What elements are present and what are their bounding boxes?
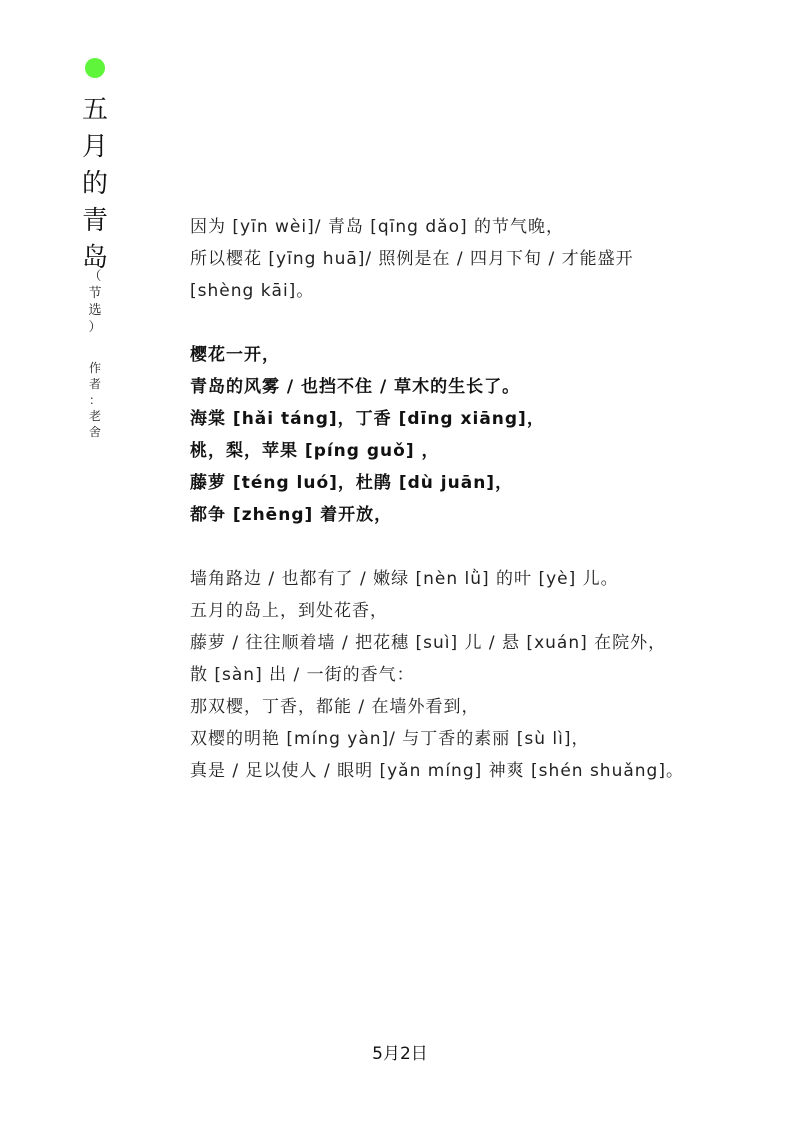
title-char: 岛 bbox=[81, 243, 108, 273]
stanza-3 bbox=[190, 563, 750, 787]
author-char: 老 bbox=[88, 409, 101, 423]
poem-line: 因为 [yīn wèi]/ 青岛 [qīng dǎo] 的节气晚， bbox=[190, 217, 565, 237]
poem-body bbox=[190, 211, 750, 787]
poem-line: 都争 [zhēng] 着开放， bbox=[190, 505, 393, 525]
title-char: 月 bbox=[81, 132, 108, 162]
poem-line: 藤萝 / 往往顺着墙 / 把花穗 [suì] 儿 / 悬 [xuán] 在院外， bbox=[190, 633, 667, 653]
page-date: 5月2日 bbox=[372, 1044, 428, 1064]
poem-line: 樱花一开， bbox=[190, 345, 280, 365]
poem-line: 五月的岛上，到处花香， bbox=[190, 601, 388, 621]
author-credit bbox=[84, 360, 106, 440]
title-char: 五 bbox=[81, 95, 108, 125]
stanza-2 bbox=[190, 339, 750, 531]
poem-line: 桃，梨，苹果 [píng guǒ] ， bbox=[190, 441, 440, 461]
author-char: 作 bbox=[88, 361, 101, 375]
author-char: 舍 bbox=[88, 425, 101, 439]
stanza-gap bbox=[190, 307, 750, 339]
poem-line: 双樱的明艳 [míng yàn]/ 与丁香的素丽 [sù lì]， bbox=[190, 729, 590, 749]
subtitle-char: 选 bbox=[88, 303, 102, 318]
poem-line: 青岛的风雾 / 也挡不住 / 草木的生长了。 bbox=[190, 377, 521, 397]
subtitle-excerpt bbox=[84, 268, 106, 336]
green-dot-icon bbox=[85, 58, 105, 78]
stanza-gap bbox=[190, 531, 750, 563]
title-char: 的 bbox=[81, 169, 108, 199]
poem-line: 藤萝 [téng luó]，杜鹃 [dù juān]， bbox=[190, 473, 514, 493]
poem-line: 那双樱，丁香，都能 / 在墙外看到， bbox=[190, 697, 480, 717]
author-char: ： bbox=[88, 393, 101, 407]
poem-line: [shèng kāi]。 bbox=[190, 281, 315, 301]
title-char: 青 bbox=[81, 206, 108, 236]
author-char: 者 bbox=[88, 377, 101, 391]
poem-line: 所以樱花 [yīng huā]/ 照例是在 / 四月下旬 / 才能盛开 bbox=[190, 249, 634, 269]
poem-line: 墙角路边 / 也都有了 / 嫩绿 [nèn lǜ] 的叶 [yè] 儿。 bbox=[190, 569, 619, 589]
subtitle-char: 节 bbox=[88, 286, 102, 301]
poem-line: 真是 / 足以使人 / 眼明 [yǎn míng] 神爽 [shén shuǎng]。 bbox=[190, 761, 684, 781]
page-title bbox=[78, 92, 112, 277]
poem-line: 海棠 [hǎi táng]，丁香 [dīng xiāng]， bbox=[190, 409, 545, 429]
subtitle-char: ） bbox=[88, 320, 102, 335]
stanza-1 bbox=[190, 211, 750, 307]
poem-line: 散 [sàn] 出 / 一街的香气： bbox=[190, 665, 415, 685]
subtitle-char: （ bbox=[88, 269, 102, 284]
